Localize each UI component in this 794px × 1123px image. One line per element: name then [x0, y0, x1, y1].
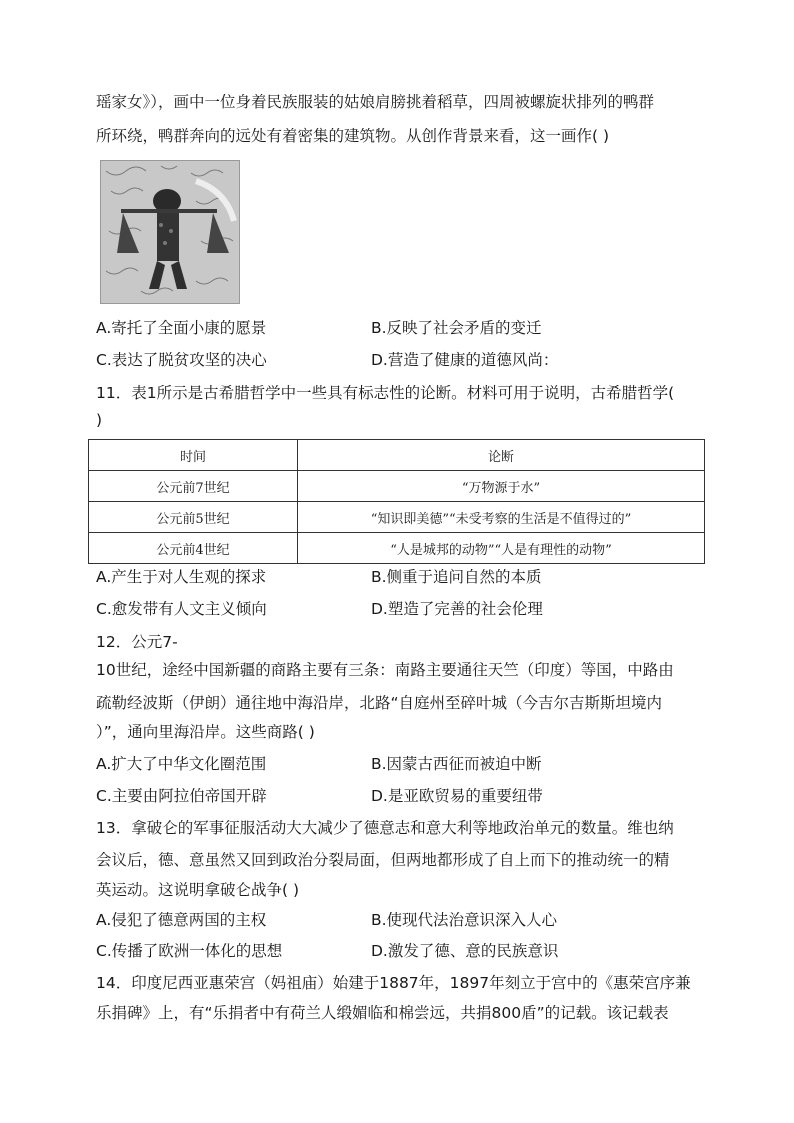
- q13-option-c: C.传播了欧洲一体化的思想: [96, 942, 283, 960]
- q12-line-4: ）”，通向里海沿岸。这些商路( ): [96, 723, 315, 741]
- table-cell-time: 公元前5世纪: [89, 502, 298, 533]
- table-header-statement: 论断: [298, 440, 705, 471]
- q12-option-a: A.扩大了中华文化圈范围: [96, 755, 267, 773]
- q11-option-c: C.愈发带有人文主义倾向: [96, 600, 267, 618]
- q11-stem-line-2: ): [96, 411, 103, 429]
- q12-line-1: 12．公元7-: [96, 633, 178, 651]
- q12-line-3: 疏勒经波斯（伊朗）通往地中海沿岸，北路“自庭州至碎叶城（今吉尔吉斯斯坦境内: [96, 694, 663, 712]
- table-cell-statement: “人是城邦的动物”“人是有理性的动物”: [298, 533, 705, 564]
- q12-option-b: B.因蒙古西征而被迫中断: [371, 755, 542, 773]
- table-cell-time: 公元前4世纪: [89, 533, 298, 564]
- table-row: [89, 533, 705, 564]
- q14-line-2: 乐捐碑》上，有“乐捐者中有荷兰人缎媚临和棉尝远，共捐800盾”的记载。该记载表: [96, 1004, 669, 1022]
- table-row: [89, 471, 705, 502]
- table-cell-statement: “知识即美德”“未受考察的生活是不值得过的”: [298, 502, 705, 533]
- q10-option-c: C.表达了脱贫攻坚的决心: [96, 351, 267, 369]
- q12-line-2: 10世纪，途经中国新疆的商路主要有三条：南路主要通往天竺（印度）等国，中路由: [96, 661, 674, 679]
- table-header-time: 时间: [89, 440, 298, 471]
- intro-line-1: 瑶家女》），画中一位身着民族服装的姑娘肩膀挑着稻草，四周被螺旋状排列的鸭群: [96, 93, 655, 111]
- q13-option-a: A.侵犯了德意两国的主权: [96, 911, 267, 929]
- painting-drawing: [101, 161, 239, 303]
- q11-option-a: A.产生于对人生观的探求: [96, 568, 267, 586]
- q12-option-d: D.是亚欧贸易的重要纽带: [371, 787, 543, 805]
- table-cell-statement: “万物源于水”: [298, 471, 705, 502]
- q12-option-c: C.主要由阿拉伯帝国开辟: [96, 787, 267, 805]
- q11-option-d: D.塑造了完善的社会伦理: [371, 600, 543, 618]
- q14-line-1: 14．印度尼西亚惠荣宫（妈祖庙）始建于1887年，1897年刻立于宫中的《惠荣宫序兼: [96, 974, 691, 992]
- intro-line-2: 所环绕，鸭群奔向的远处有着密集的建筑物。从创作背景来看，这一画作( ): [96, 127, 610, 145]
- q11-stem-line-1: 11．表1所示是古希腊哲学中一些具有标志性的论断。材料可用于说明，古希腊哲学(: [96, 384, 675, 402]
- q10-option-b: B.反映了社会矛盾的变迁: [371, 319, 542, 337]
- table-cell-time: 公元前7世纪: [89, 471, 298, 502]
- q13-line-2: 会议后，德、意虽然又回到政治分裂局面，但两地都形成了自上而下的推动统一的精: [96, 851, 670, 869]
- q11-table: [88, 439, 705, 564]
- table-row: [89, 502, 705, 533]
- q13-line-3: 英运动。这说明拿破仑战争( ): [96, 881, 300, 899]
- table-header-row: [89, 440, 705, 471]
- q10-option-a: A.寄托了全面小康的愿景: [96, 319, 267, 337]
- q11-option-b: B.侧重于追问自然的本质: [371, 568, 542, 586]
- q13-option-b: B.使现代法治意识深入人心: [371, 911, 558, 929]
- q13-line-1: 13．拿破仑的军事征服活动大大减少了德意志和意大利等地政治单元的数量。维也纳: [96, 819, 674, 837]
- painting-image: [100, 160, 240, 304]
- q10-option-d: D.营造了健康的道德风尚：: [371, 351, 559, 369]
- q13-option-d: D.激发了德、意的民族意识: [371, 942, 559, 960]
